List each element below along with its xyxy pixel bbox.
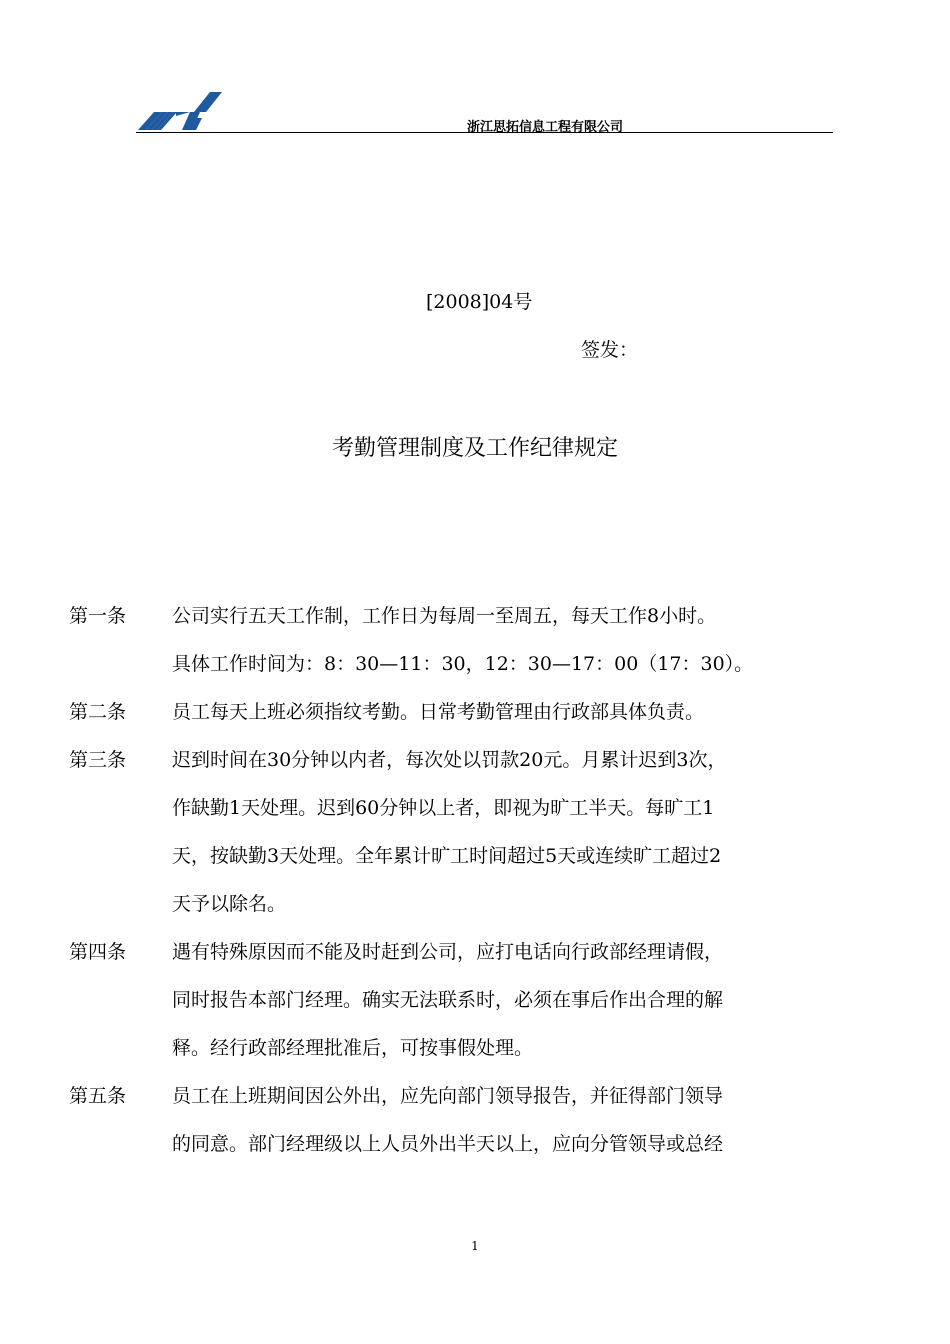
document-title: 考勤管理制度及工作纪律规定 xyxy=(331,436,618,461)
article-2 xyxy=(69,688,849,736)
page-header xyxy=(136,88,833,134)
article-5 xyxy=(69,1072,849,1168)
article-line: 作缺勤1天处理。迟到60分钟以上者，即视为旷工半天。每旷工1 xyxy=(172,797,715,819)
article-line: 的同意。部门经理级以上人员外出半天以上，应向分管领导或总经 xyxy=(172,1133,724,1155)
article-body xyxy=(172,592,849,688)
article-3 xyxy=(69,736,849,928)
article-line: 公司实行五天工作制，工作日为每周一至周五，每天工作8小时。 xyxy=(172,605,717,627)
article-body xyxy=(172,1072,849,1168)
article-1 xyxy=(69,592,849,688)
article-label: 第一条 xyxy=(69,605,127,627)
article-line: 同时报告本部门经理。确实无法联系时，必须在事后作出合理的解 xyxy=(172,989,724,1011)
article-line: 天予以除名。 xyxy=(172,893,287,915)
article-line: 员工在上班期间因公外出，应先向部门领导报告，并征得部门领导 xyxy=(172,1085,724,1107)
article-body xyxy=(172,688,849,736)
company-name: 浙江思拓信息工程有限公司 xyxy=(466,120,623,135)
article-line: 迟到时间在30分钟以内者，每次处以罚款20元。月累计迟到3次， xyxy=(172,749,727,771)
article-body xyxy=(172,736,849,928)
article-line: 天，按缺勤3天处理。全年累计旷工时间超过5天或连续旷工超过2 xyxy=(172,845,722,867)
document-number: [2008]04号 xyxy=(426,291,533,313)
header-divider xyxy=(136,132,833,133)
article-label: 第四条 xyxy=(69,941,127,963)
article-label: 第三条 xyxy=(69,749,127,771)
article-label: 第二条 xyxy=(69,701,127,723)
article-body xyxy=(172,928,849,1072)
signoff-label: 签发： xyxy=(581,339,639,361)
article-line: 员工每天上班必须指纹考勤。日常考勤管理由行政部具体负责。 xyxy=(172,701,705,723)
article-list xyxy=(69,592,849,1168)
article-line: 释。经行政部经理批准后，可按事假处理。 xyxy=(172,1037,534,1059)
article-line: 具体工作时间为：8：30—11：30，12：30—17：00（17：30）。 xyxy=(172,653,754,675)
article-line: 遇有特殊原因而不能及时赶到公司，应打电话向行政部经理请假， xyxy=(172,941,724,963)
article-4 xyxy=(69,928,849,1072)
company-logo-icon xyxy=(136,88,226,132)
page-number: 1 xyxy=(471,1239,479,1253)
article-label: 第五条 xyxy=(69,1085,127,1107)
